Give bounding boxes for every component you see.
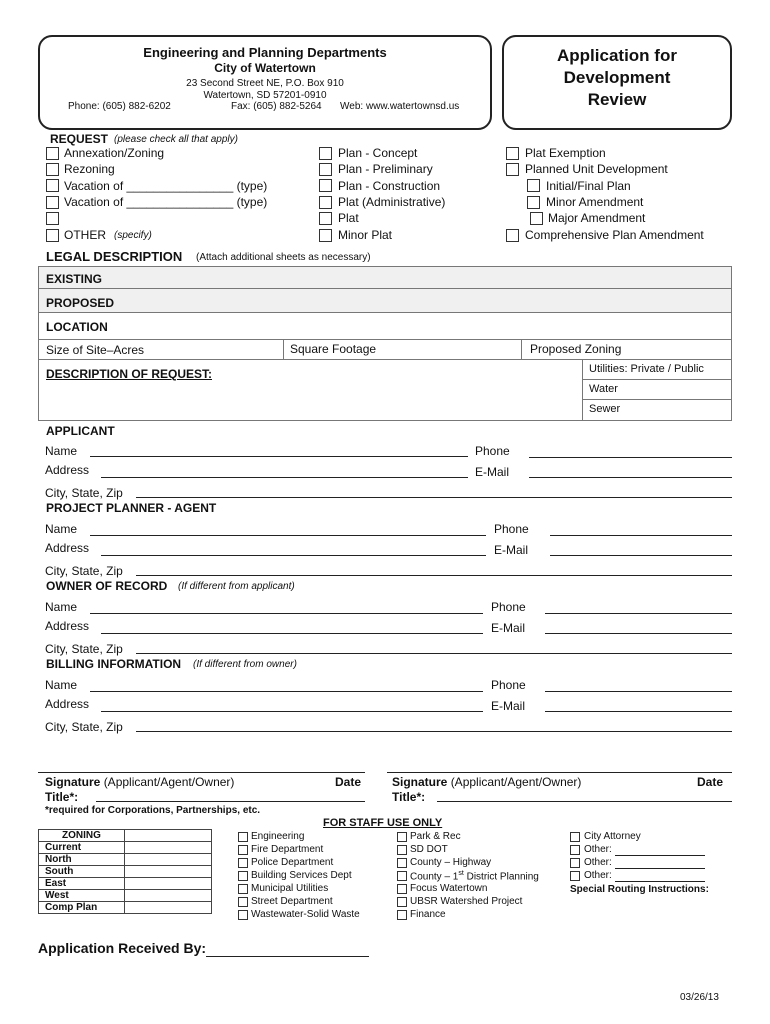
- county-district-rest: District Planning: [463, 871, 539, 883]
- title-label-left: Title*:: [45, 790, 79, 804]
- application-received-input[interactable]: [206, 956, 369, 957]
- staff-focus-watertown: Focus Watertown: [410, 883, 488, 894]
- staff-other-3: Other:: [584, 870, 612, 881]
- website: Web: www.watertownsd.us: [340, 101, 460, 112]
- agent-email-label: E-Mail: [494, 543, 529, 557]
- checkbox-staff-other-2[interactable]: [570, 858, 580, 868]
- option-plan-preliminary: Plan - Preliminary: [338, 162, 433, 176]
- checkbox-staff-ubsr[interactable]: [397, 897, 407, 907]
- staff-fire: Fire Department: [251, 844, 324, 855]
- staff-other-1: Other:: [584, 844, 612, 855]
- staff-sd-dot: SD DOT: [410, 844, 448, 855]
- special-routing-label: Special Routing Instructions:: [570, 884, 709, 895]
- zoning-row-label: Current: [39, 842, 125, 854]
- billing-name-input[interactable]: [90, 691, 483, 692]
- form-title-line-3: Review: [587, 90, 647, 109]
- zoning-header: ZONING: [39, 830, 125, 842]
- applicant-address-input[interactable]: [101, 477, 468, 478]
- divider: [582, 360, 583, 421]
- description-of-request-label: DESCRIPTION OF REQUEST:: [46, 367, 213, 381]
- staff-utilities: Municipal Utilities: [251, 883, 329, 894]
- checkbox-staff-engineering[interactable]: [238, 832, 248, 842]
- option-comprehensive-plan-amendment: Comprehensive Plan Amendment: [525, 228, 704, 242]
- agent-heading: PROJECT PLANNER - AGENT: [46, 501, 217, 515]
- agent-name-label: Name: [45, 522, 78, 536]
- staff-use-heading: FOR STAFF USE ONLY: [323, 817, 443, 829]
- checkbox-plan-concept[interactable]: [319, 147, 332, 160]
- applicant-phone-label: Phone: [475, 444, 510, 458]
- signature-label-rest: (Applicant/Agent/Owner): [450, 775, 582, 789]
- title-label-right: Title*:: [392, 790, 426, 804]
- billing-csz-input[interactable]: [136, 731, 732, 732]
- zoning-south-value[interactable]: [125, 866, 212, 878]
- zoning-row-label: East: [39, 878, 125, 890]
- billing-email-label: E-Mail: [491, 699, 526, 713]
- checkbox-annexation-zoning[interactable]: [46, 147, 59, 160]
- agent-address-label: Address: [45, 541, 90, 555]
- owner-email-label: E-Mail: [491, 621, 526, 635]
- department-title: Engineering and Planning Departments: [143, 45, 387, 60]
- option-rezoning: Rezoning: [64, 162, 115, 176]
- checkbox-staff-building[interactable]: [238, 871, 248, 881]
- owner-heading: OWNER OF RECORD: [46, 579, 168, 593]
- applicant-email-label: E-Mail: [475, 465, 510, 479]
- staff-ubsr: UBSR Watershed Project: [410, 896, 523, 907]
- checkbox-staff-fire[interactable]: [238, 845, 248, 855]
- staff-other-2: Other:: [584, 857, 612, 868]
- signature-label-bold: Signature: [392, 775, 448, 789]
- checkbox-plan-preliminary[interactable]: [319, 163, 332, 176]
- zoning-row-label: Comp Plan: [39, 902, 125, 914]
- checkbox-initial-final-plan[interactable]: [527, 179, 540, 192]
- option-plan-concept: Plan - Concept: [338, 146, 418, 160]
- agent-name-input[interactable]: [90, 535, 486, 536]
- owner-name-input[interactable]: [90, 613, 483, 614]
- checkbox-blank[interactable]: [46, 212, 59, 225]
- staff-police: Police Department: [251, 857, 334, 868]
- application-received-label: Application Received By:: [38, 940, 207, 956]
- zoning-current-value[interactable]: [125, 842, 212, 854]
- title-input-right[interactable]: [437, 801, 732, 802]
- billing-heading: BILLING INFORMATION: [46, 657, 182, 671]
- owner-phone-input[interactable]: [545, 613, 732, 614]
- checkbox-staff-sd-dot[interactable]: [397, 845, 407, 855]
- checkbox-minor-amendment[interactable]: [527, 196, 540, 209]
- checkbox-staff-county-district[interactable]: [397, 871, 407, 881]
- billing-phone-input[interactable]: [545, 691, 732, 692]
- option-planned-unit-development: Planned Unit Development: [525, 162, 668, 176]
- checkbox-vacation-2[interactable]: [46, 196, 59, 209]
- option-major-amendment: Major Amendment: [548, 211, 646, 225]
- staff-county-district: [410, 870, 539, 882]
- checkbox-staff-utilities[interactable]: [238, 884, 248, 894]
- zoning-table: [38, 829, 212, 914]
- checkbox-comprehensive-plan-amendment[interactable]: [506, 229, 519, 242]
- checkbox-staff-city-attorney[interactable]: [570, 832, 580, 842]
- owner-csz-label: City, State, Zip: [45, 642, 123, 656]
- utilities-label: Utilities: Private / Public: [589, 363, 704, 375]
- billing-address-input[interactable]: [101, 711, 483, 712]
- checkbox-plat-exemption[interactable]: [506, 147, 519, 160]
- owner-phone-label: Phone: [491, 600, 526, 614]
- signature-line-left[interactable]: [38, 772, 365, 773]
- divider: [283, 340, 284, 360]
- agent-email-input[interactable]: [550, 555, 732, 556]
- owner-address-input[interactable]: [101, 633, 483, 634]
- option-plat-exemption: Plat Exemption: [525, 146, 606, 160]
- staff-county-highway: County – Highway: [410, 857, 492, 868]
- checkbox-plan-construction[interactable]: [319, 179, 332, 192]
- applicant-csz-input[interactable]: [136, 497, 732, 498]
- agent-csz-input[interactable]: [136, 575, 732, 576]
- divider: [582, 399, 732, 400]
- signature-label-rest: (Applicant/Agent/Owner): [103, 775, 235, 789]
- staff-building: Building Services Dept: [251, 870, 352, 881]
- zoning-comp-plan-value[interactable]: [125, 902, 212, 914]
- site-size-label: Size of Site–Acres: [46, 343, 145, 357]
- option-minor-amendment: Minor Amendment: [546, 195, 644, 209]
- checkbox-staff-wastewater[interactable]: [238, 910, 248, 920]
- option-other: OTHER: [64, 228, 106, 242]
- address-line-1: 23 Second Street NE, P.O. Box 910: [186, 78, 344, 89]
- checkbox-plat[interactable]: [319, 212, 332, 225]
- location-label: LOCATION: [46, 320, 108, 334]
- checkbox-rezoning[interactable]: [46, 163, 59, 176]
- water-label: Water: [589, 383, 618, 395]
- request-label: REQUEST: [50, 132, 109, 146]
- checkbox-staff-park-rec[interactable]: [397, 832, 407, 842]
- staff-city-attorney: City Attorney: [584, 831, 641, 842]
- billing-address-label: Address: [45, 697, 90, 711]
- agent-address-input[interactable]: [101, 555, 486, 556]
- location-field[interactable]: [38, 313, 732, 340]
- zoning-header-value: [125, 830, 212, 842]
- signature-line-right[interactable]: [387, 772, 732, 773]
- option-vacation-1: Vacation of ________________ (type): [64, 179, 268, 193]
- zoning-west-value[interactable]: [125, 890, 212, 902]
- billing-hint: (If different from owner): [193, 659, 297, 670]
- request-hint: (please check all that apply): [114, 134, 238, 145]
- billing-email-input[interactable]: [545, 711, 732, 712]
- option-vacation-2: Vacation of ________________ (type): [64, 195, 268, 209]
- checkbox-staff-police[interactable]: [238, 858, 248, 868]
- staff-park-rec: Park & Rec: [410, 831, 461, 842]
- checkbox-other[interactable]: [46, 229, 59, 242]
- owner-address-label: Address: [45, 619, 90, 633]
- staff-other-2-input[interactable]: [615, 868, 705, 869]
- form-revision-date: 03/26/13: [680, 992, 719, 1003]
- signature-label-bold: Signature: [45, 775, 101, 789]
- fax-number: Fax: (605) 882-5264: [231, 101, 322, 112]
- option-plat: Plat: [338, 211, 359, 225]
- title-input-left[interactable]: [96, 801, 365, 802]
- zoning-east-value[interactable]: [125, 878, 212, 890]
- divider: [582, 379, 732, 380]
- applicant-name-label: Name: [45, 444, 78, 458]
- zoning-north-value[interactable]: [125, 854, 212, 866]
- existing-label: EXISTING: [46, 272, 103, 286]
- divider: [521, 340, 522, 360]
- option-plat-administrative: Plat (Administrative): [338, 195, 446, 209]
- zoning-row-label: South: [39, 866, 125, 878]
- agent-csz-label: City, State, Zip: [45, 564, 123, 578]
- zoning-row-label: West: [39, 890, 125, 902]
- checkbox-staff-finance[interactable]: [397, 910, 407, 920]
- signature-label-right: [392, 775, 581, 789]
- legal-description-hint: (Attach additional sheets as necessary): [196, 252, 371, 263]
- agent-phone-label: Phone: [494, 522, 529, 536]
- option-annexation-zoning: Annexation/Zoning: [64, 146, 165, 160]
- option-initial-final-plan: Initial/Final Plan: [546, 179, 631, 193]
- checkbox-plat-administrative[interactable]: [319, 196, 332, 209]
- applicant-heading: APPLICANT: [46, 424, 115, 438]
- staff-finance: Finance: [410, 909, 446, 920]
- billing-phone-label: Phone: [491, 678, 526, 692]
- agent-phone-input[interactable]: [550, 535, 732, 536]
- date-label-right: Date: [697, 775, 724, 789]
- date-label-left: Date: [335, 775, 362, 789]
- proposed-field[interactable]: [38, 289, 732, 313]
- owner-csz-input[interactable]: [136, 653, 732, 654]
- checkbox-major-amendment[interactable]: [530, 212, 543, 225]
- sewer-label: Sewer: [589, 403, 621, 415]
- applicant-name-input[interactable]: [90, 456, 468, 457]
- legal-description-label: LEGAL DESCRIPTION: [46, 249, 183, 264]
- billing-name-label: Name: [45, 678, 78, 692]
- signature-label-left: [45, 775, 234, 789]
- staff-other-3-input[interactable]: [615, 881, 705, 882]
- city-name: City of Watertown: [214, 61, 316, 75]
- applicant-email-input[interactable]: [529, 477, 732, 478]
- staff-engineering: Engineering: [251, 831, 305, 842]
- checkbox-staff-other-3[interactable]: [570, 871, 580, 881]
- proposed-label: PROPOSED: [46, 296, 115, 310]
- checkbox-planned-unit-development[interactable]: [506, 163, 519, 176]
- owner-name-label: Name: [45, 600, 78, 614]
- existing-field[interactable]: [38, 266, 732, 289]
- option-minor-plat: Minor Plat: [338, 228, 393, 242]
- checkbox-vacation-1[interactable]: [46, 179, 59, 192]
- checkbox-minor-plat[interactable]: [319, 229, 332, 242]
- checkbox-staff-other-1[interactable]: [570, 845, 580, 855]
- billing-csz-label: City, State, Zip: [45, 720, 123, 734]
- zoning-row-label: North: [39, 854, 125, 866]
- form-title-line-2: Development: [563, 68, 671, 87]
- other-hint: (specify): [114, 230, 152, 241]
- county-district-sup: st: [458, 870, 464, 877]
- applicant-csz-label: City, State, Zip: [45, 486, 123, 500]
- corporation-note: *required for Corporations, Partnerships, etc.: [45, 805, 261, 816]
- applicant-phone-input[interactable]: [529, 457, 732, 458]
- owner-hint: (If different from applicant): [178, 581, 295, 592]
- staff-street: Street Department: [251, 896, 333, 907]
- staff-wastewater: Wastewater-Solid Waste: [251, 909, 360, 920]
- square-footage-label: Square Footage: [290, 342, 377, 356]
- owner-email-input[interactable]: [545, 633, 732, 634]
- option-plan-construction: Plan - Construction: [338, 179, 441, 193]
- staff-other-1-input[interactable]: [615, 855, 705, 856]
- county-district-prefix: County – 1: [410, 871, 459, 883]
- checkbox-staff-street[interactable]: [238, 897, 248, 907]
- form-title-line-1: Application for: [557, 46, 677, 65]
- checkbox-staff-focus-watertown[interactable]: [397, 884, 407, 894]
- applicant-address-label: Address: [45, 463, 90, 477]
- proposed-zoning-label: Proposed Zoning: [530, 342, 622, 356]
- phone-number: Phone: (605) 882-6202: [68, 101, 171, 112]
- checkbox-staff-county-highway[interactable]: [397, 858, 407, 868]
- address-line-2: Watertown, SD 57201-0910: [203, 90, 327, 101]
